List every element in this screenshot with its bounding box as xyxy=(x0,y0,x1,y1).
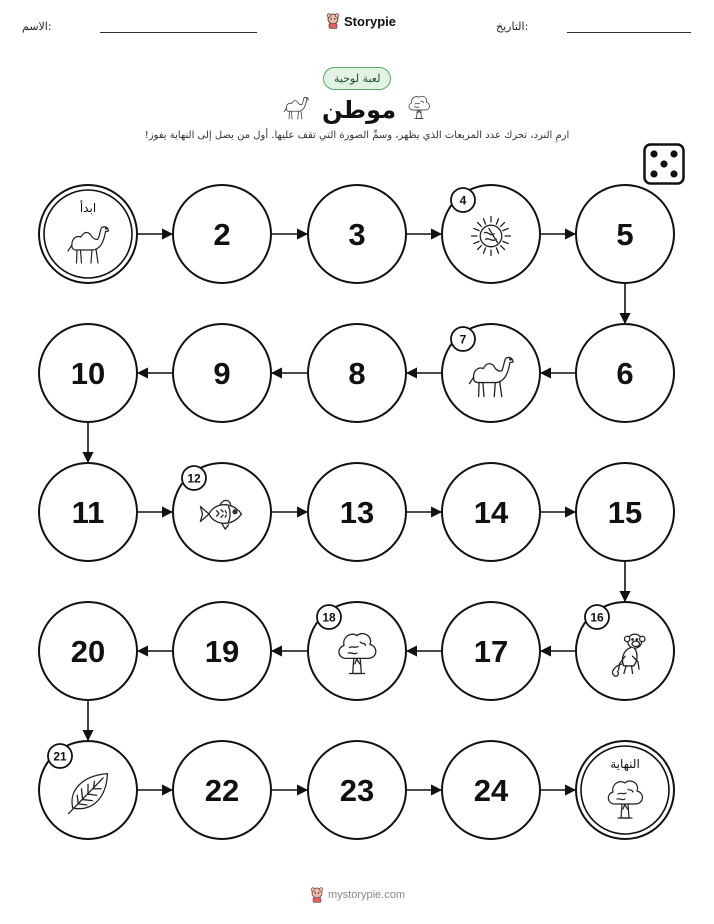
board-space-10 xyxy=(39,324,137,422)
board-space-15 xyxy=(576,463,674,561)
space-number: 9 xyxy=(213,356,231,391)
space-number: 14 xyxy=(473,495,509,530)
board-space-11 xyxy=(39,463,137,561)
space-number-badge: 4 xyxy=(459,193,467,208)
space-number: 2 xyxy=(213,217,231,252)
brand-name: Storypie xyxy=(344,13,397,29)
space-number: 20 xyxy=(70,634,106,669)
board-space-12 xyxy=(173,463,271,561)
board-space-21 xyxy=(39,741,137,839)
board-space-16 xyxy=(576,602,674,700)
board-space-4 xyxy=(442,185,540,283)
date-label: التاريخ: xyxy=(496,20,529,33)
board-space-3 xyxy=(308,185,406,283)
name-label: الاسم: xyxy=(22,20,52,33)
sun-icon xyxy=(472,217,511,256)
board-space-6 xyxy=(576,324,674,422)
finish-space xyxy=(576,741,674,839)
board-space-14 xyxy=(442,463,540,561)
space-number-badge: 16 xyxy=(590,610,604,625)
storypie-mascot-icon xyxy=(310,887,324,903)
footer xyxy=(310,887,405,903)
board-space-22 xyxy=(173,741,271,839)
finish-label: النهاية xyxy=(610,757,640,771)
board-space-2 xyxy=(173,185,271,283)
page-title: موطن xyxy=(321,96,397,124)
space-number: 24 xyxy=(473,773,509,808)
board-space-7 xyxy=(442,324,540,422)
space-number: 8 xyxy=(348,356,366,391)
space-number: 10 xyxy=(70,356,106,391)
space-number-badge: 7 xyxy=(459,332,467,347)
board-space-8 xyxy=(308,324,406,422)
footer-url: mystorypie.com xyxy=(328,889,406,901)
space-number: 23 xyxy=(339,773,375,808)
board-space-24 xyxy=(442,741,540,839)
instructions: ارمِ النرد، تحرك عدد المربعات الذي يظهر، وسمِّ الصورة التي تقف عليها. أول من يصل إلى النهاية يفوز! xyxy=(144,130,570,141)
space-number: 17 xyxy=(473,634,509,669)
space-number: 19 xyxy=(204,634,240,669)
board-space-9 xyxy=(173,324,271,422)
space-number: 22 xyxy=(204,773,240,808)
space-number: 5 xyxy=(616,217,634,252)
board-space-23 xyxy=(308,741,406,839)
space-number: 13 xyxy=(339,495,375,530)
game-type-badge: لعبة لوحية xyxy=(323,67,391,90)
start-label: ابدأ xyxy=(79,201,97,215)
space-number-badge: 18 xyxy=(322,610,336,625)
board-space-19 xyxy=(173,602,271,700)
board-space-17 xyxy=(442,602,540,700)
space-number: 6 xyxy=(616,356,634,391)
space-number-badge: 21 xyxy=(53,749,67,764)
board-space-20 xyxy=(39,602,137,700)
board-space-5 xyxy=(576,185,674,283)
space-number: 3 xyxy=(348,217,366,252)
space-number: 15 xyxy=(607,495,643,530)
board-space-18 xyxy=(308,602,406,700)
start-space xyxy=(39,185,137,283)
space-number: 11 xyxy=(71,495,105,530)
space-number-badge: 12 xyxy=(187,471,201,486)
board-space-13 xyxy=(308,463,406,561)
